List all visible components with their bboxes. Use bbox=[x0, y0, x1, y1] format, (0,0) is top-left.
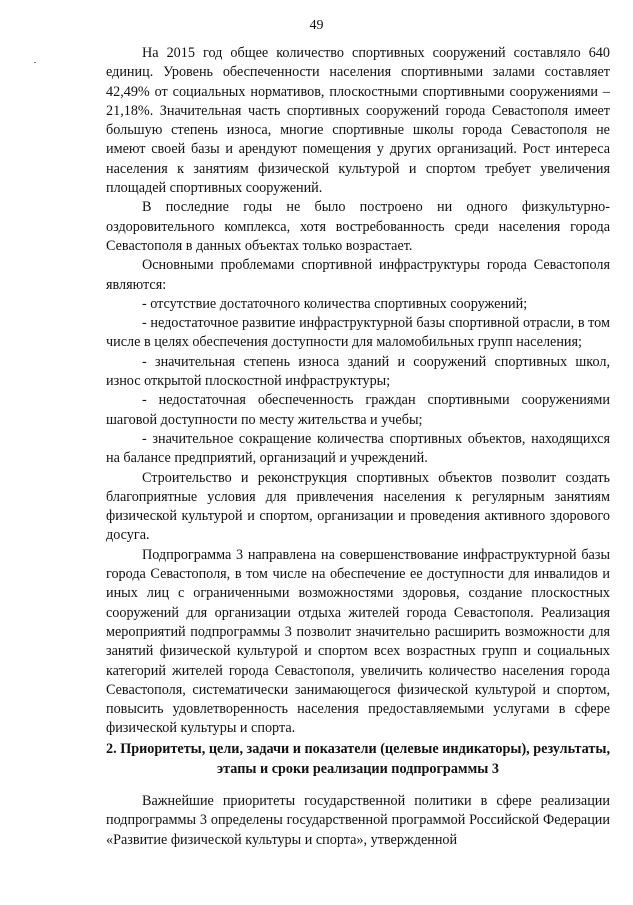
list-item-problem-2: - недостаточное развитие инфраструктурной базы спортивной отрасли, в том числе в целях обеспечения доступности для маломобильных групп населения; bbox=[106, 315, 610, 351]
list-item-problem-1: - отсутствие достаточного количества спортивных сооружений; bbox=[142, 295, 528, 312]
scan-speck bbox=[34, 62, 36, 63]
section-heading: 2. Приоритеты, цели, задачи и показатели (целевые индикаторы), результаты, этапы и сроки реализации подпрограммы 3 bbox=[106, 741, 610, 777]
paragraph-problems-intro: Основными проблемами спортивной инфраструктуры города Севастополя являются: bbox=[106, 257, 610, 293]
paragraph-construction: Строительство и реконструкция спортивных объектов позволит создать благоприятные условия для привлечения населения к регулярным занятиям физической культурой и спортом, организации и проведения активного здорового досуга. bbox=[106, 469, 610, 544]
list-item-problem-5: - значительное сокращение количества спортивных объектов, находящихся на балансе предприятий, организаций и учреждений. bbox=[106, 430, 610, 467]
list-item-problem-3: - значительная степень износа зданий и сооружений спортивных школ, износ открытой плоскостной инфраструктуры; bbox=[106, 353, 610, 390]
body-text-continued bbox=[106, 792, 610, 850]
paragraph-subprogram-3: Подпрограмма 3 направлена на совершенствование инфраструктурной базы города Севастополя, в том числе на обеспечение ее доступности для инвалидов и иных лиц с ограниченными возможностями здоровья, создание плоскостных сооружений для организации отдыха жителей города Севастополя. Реализация мероприятий подпрограммы 3 позволит значительно расширить возможности для занятий физической культурой и спортом всех возрастных групп и социальных категорий жителей города Севастополя, увеличить количество населения города Севастополя, систематически занимающегося физической культурой и спортом, повысить удовлетворенность населения предоставляемыми услугами в сфере физической культуры и спорта. bbox=[106, 546, 610, 737]
body-text bbox=[106, 44, 610, 739]
paragraph-priorities: Важнейшие приоритеты государственной политики в сфере реализации подпрограммы 3 определены государственной программой Российской Федерации «Развитие физической культуры и спорта», утвержденной bbox=[106, 793, 610, 848]
paragraph-facilities-count: На 2015 год общее количество спортивных сооружений составляло 640 единиц. Уровень обеспеченности населения спортивными залами составляет 42,49% от социальных нормативов, плоскостными спортивными сооружениями – 21,18%. Значительная часть спортивных сооружений города Севастополя имеет большую степень износа, многие спортивные школы города Севастополя не имеют своей базы и арендуют помещения у других организаций. Рост интереса населения к занятиям физической культурой и спортом требует увеличения площадей спортивных сооружений. bbox=[106, 45, 610, 197]
paragraph-no-new-complexes: В последние годы не было построено ни одного физкультурно-оздоровительного комплекса, хотя востребованность среди населения города Севастополя в данных объектах только возрастает. bbox=[106, 199, 610, 254]
list-item-problem-4: - недостаточная обеспеченность граждан спортивными сооружениями шаговой доступности по месту жительства и учебы; bbox=[106, 392, 610, 428]
page-number: 49 bbox=[309, 18, 324, 33]
